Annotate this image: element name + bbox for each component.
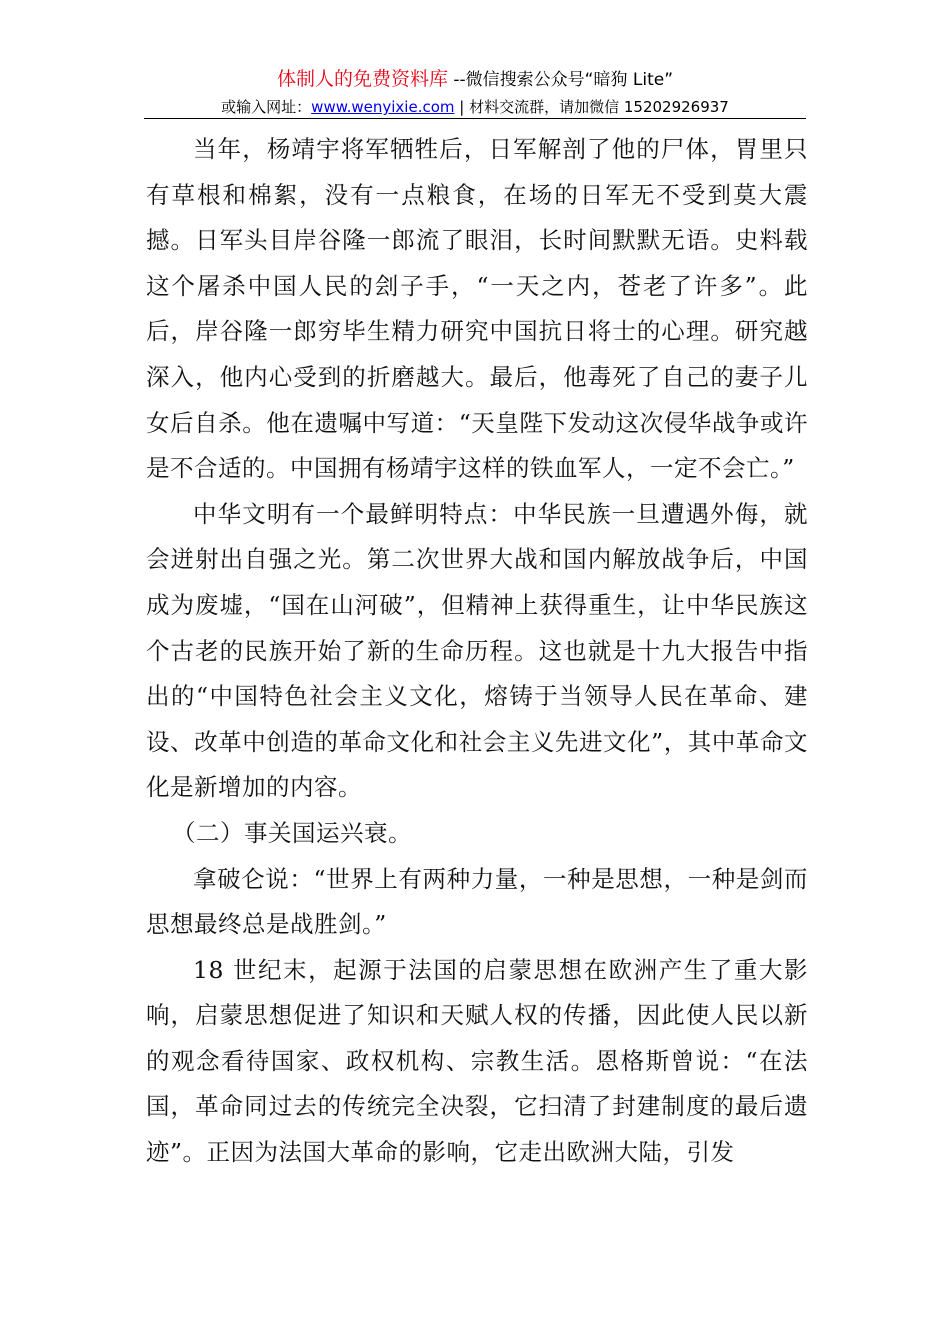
wechat-search-hint: --微信搜索公众号“暗狗 Lite” <box>448 70 674 90</box>
header-divider <box>144 118 806 119</box>
paragraph: 拿破仑说：“世界上有两种力量，一种是思想，一种是剑而思想最终总是战胜剑。” <box>146 864 808 939</box>
url-prefix: 或输入网址： <box>221 98 312 116</box>
header-contact-line <box>140 95 810 119</box>
paragraph: 中华文明有一个最鲜明特点：中华民族一旦遭遇外侮，就会迸射出自强之光。第二次世界大战和国内解放战争后，中国成为废墟，“国在山河破”，但精神上获得重生，让中华民族这个古老的民族开始了新的生命历程。这也就是十九大报告中指出的“中国特色社会主义文化，熔铸于当领导人民在革命、建设、改革中创造的革命文化和社会主义先进文化”，其中革命文化是新增加的内容。 <box>146 499 808 802</box>
header-promo-line <box>140 66 810 93</box>
brand-title: 体制人的免费资料库 <box>276 68 448 90</box>
section-heading: （二）事关国运兴衰。 <box>172 818 412 847</box>
paragraph: 18 世纪末，起源于法国的启蒙思想在欧洲产生了重大影响，启蒙思想促进了知识和天赋人权的传播，因此使人民以新的观念看待国家、政权机构、宗教生活。恩格斯曾说：“在法国，革命同过去的传统完全决裂，它扫清了封建制度的最后遗迹”。正因为法国大革命的影响，它走出欧洲大陆，引发 <box>146 955 808 1167</box>
paragraph: 当年，杨靖宇将军牺牲后，日军解剖了他的尸体，胃里只有草根和棉絮，没有一点粮食，在场的日军无不受到莫大震撼。日军头目岸谷隆一郎流了眼泪，长时间默默无语。史料载这个屠杀中国人民的刽子手，“一天之内，苍老了许多”。此后，岸谷隆一郎穷毕生精力研究中国抗日将士的心理。研究越深入，他内心受到的折磨越大。最后，他毒死了自己的妻子儿女后自杀。他在遗嘱中写道：“天皇陛下发动这次侵华战争或许是不合适的。中国拥有杨靖宇这样的铁血军人，一定不会亡。” <box>146 135 808 483</box>
contact-info: | 材料交流群，请加微信 15202926937 <box>454 98 729 116</box>
website-link[interactable]: www.wenyixie.com <box>311 98 455 116</box>
document-body <box>146 127 808 1176</box>
page-header <box>140 66 810 119</box>
